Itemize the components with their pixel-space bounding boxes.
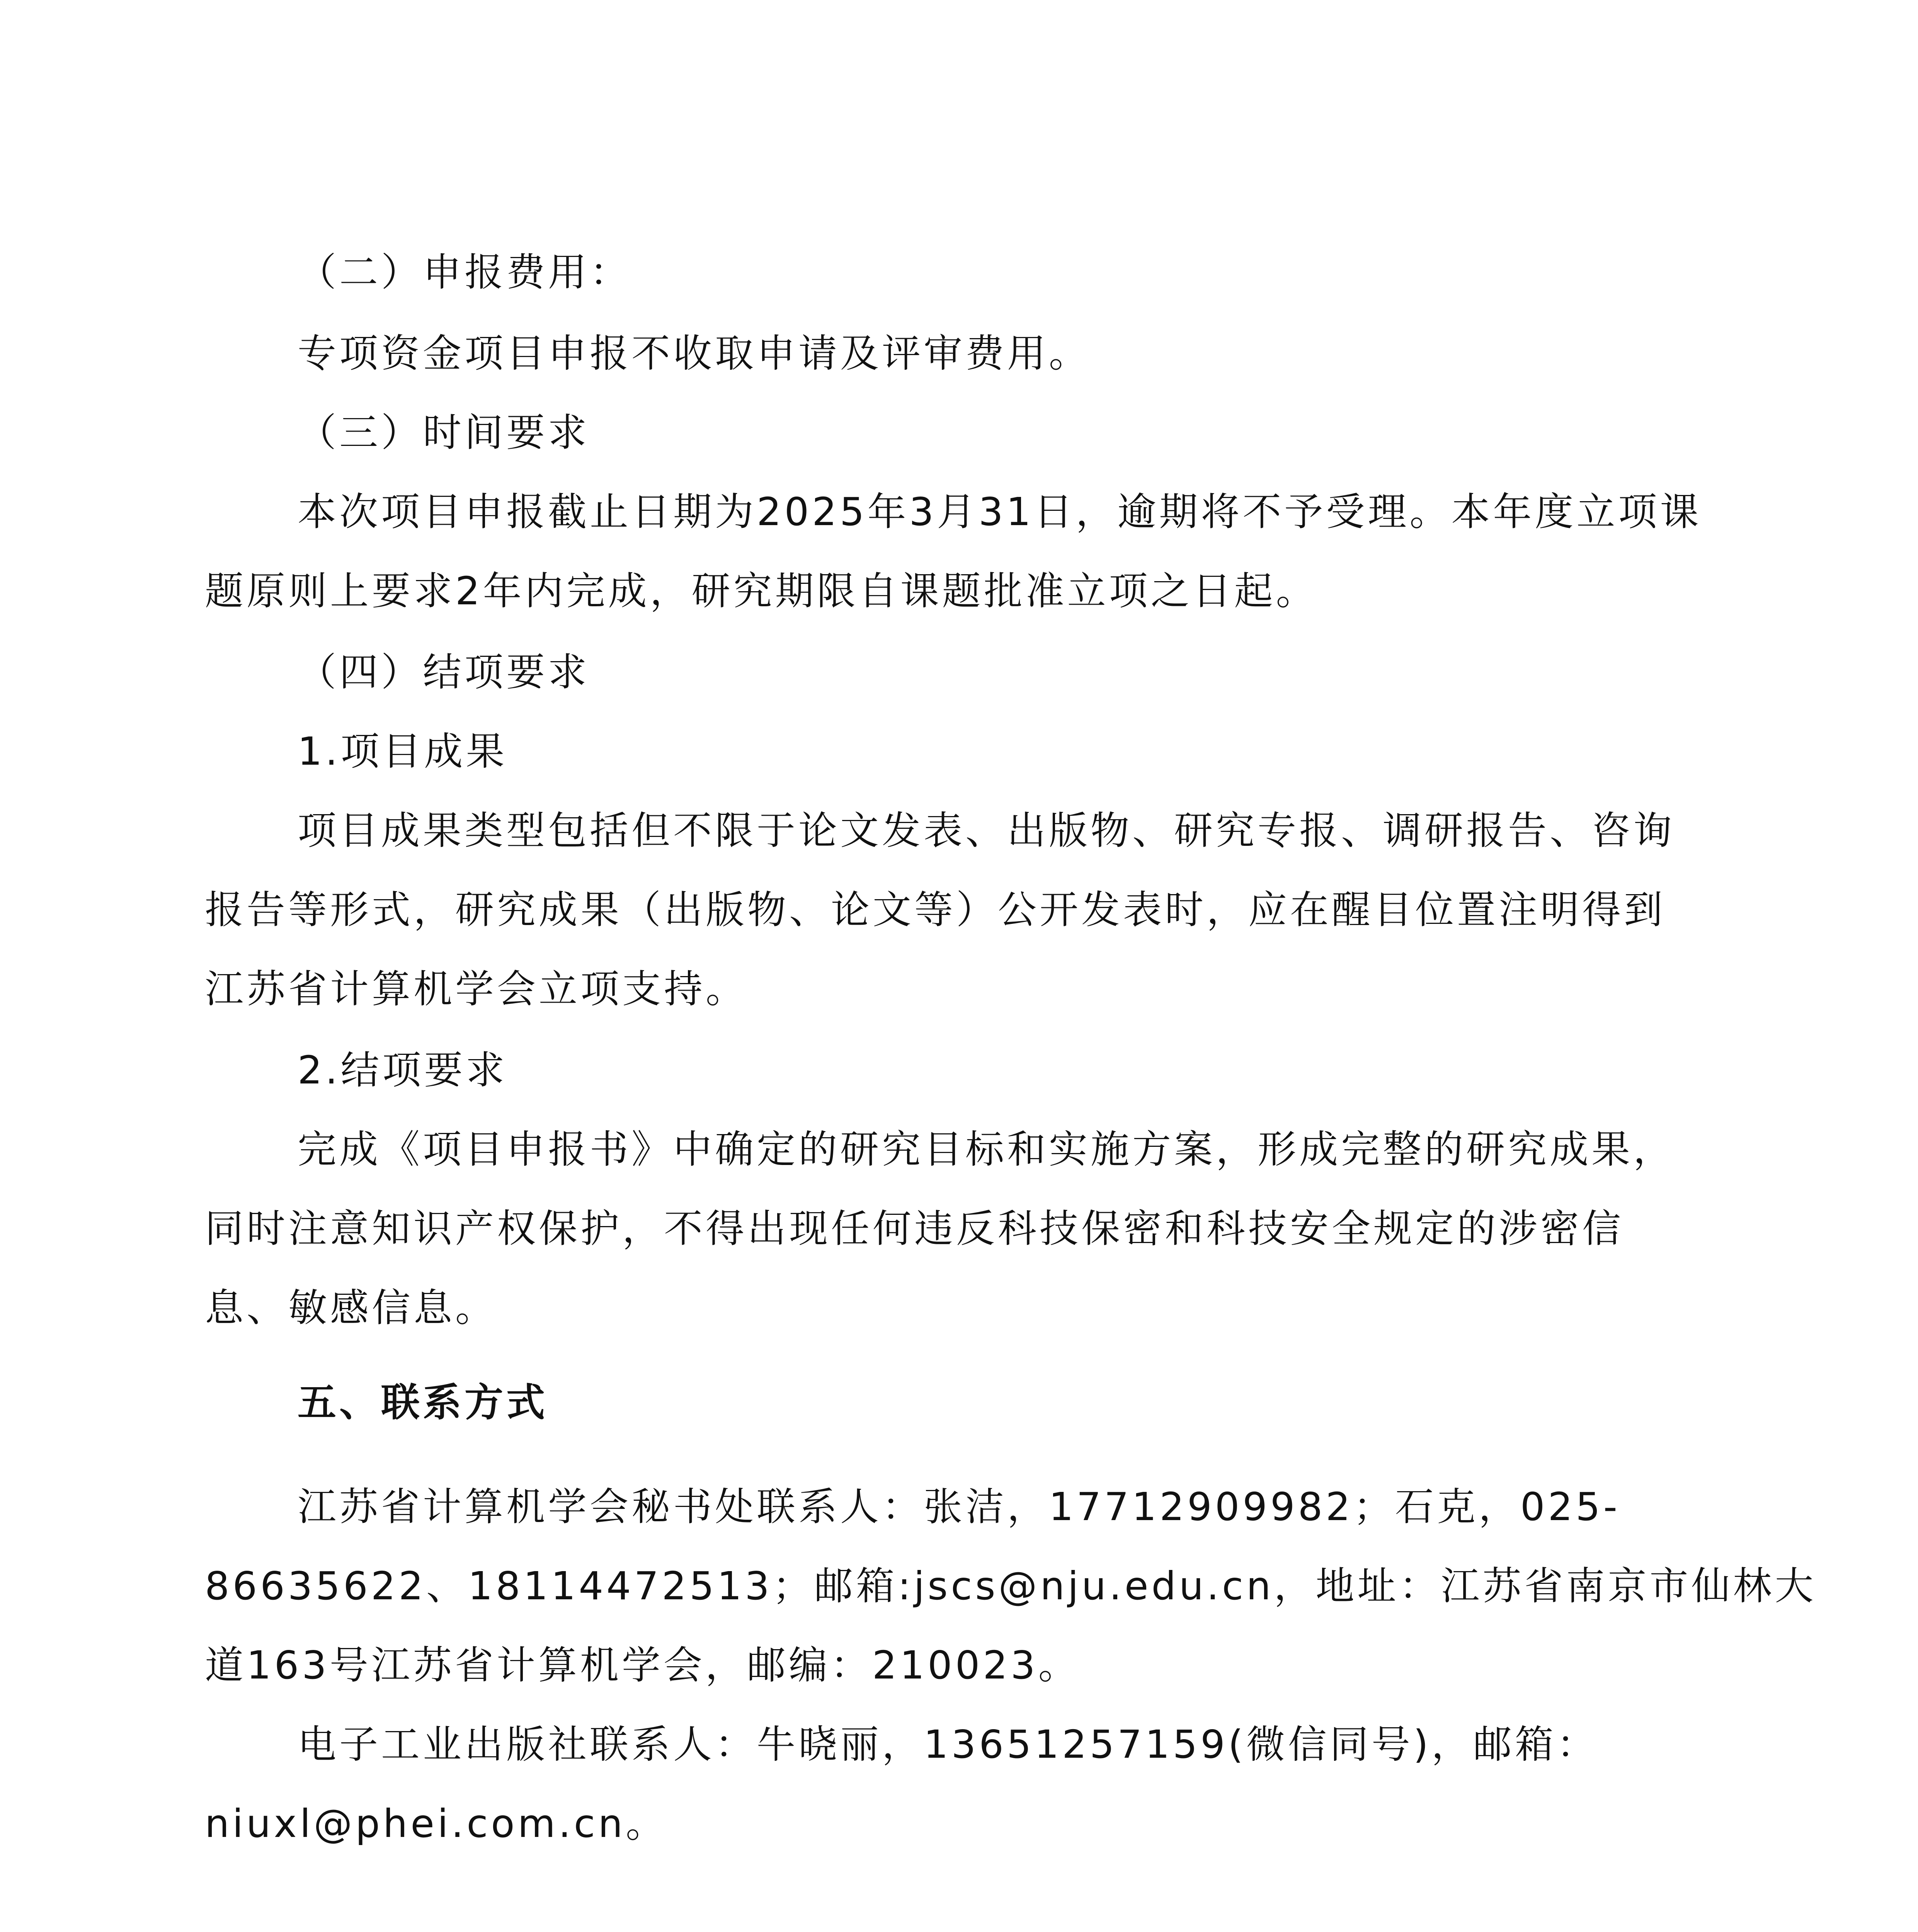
paragraph-line: 专项资金项目申报不收取申请及评审费用。 xyxy=(298,331,1091,376)
section-heading-fee: （二）申报费用： xyxy=(298,250,631,295)
paragraph-line: 题原则上要求2年内完成，研究期限自课题批准立项之日起。 xyxy=(205,568,1318,614)
paragraph-line: 项目成果类型包括但不限于论文发表、出版物、研究专报、调研报告、咨询 xyxy=(298,808,1675,853)
section-heading-time: （三）时间要求 xyxy=(298,410,590,455)
paragraph-line: 完成《项目申报书》中确定的研究目标和实施方案，形成完整的研究成果， xyxy=(298,1127,1675,1172)
contact-line: niuxl@phei.com.cn。 xyxy=(205,1801,668,1846)
paragraph-line: 息、敏感信息。 xyxy=(205,1285,497,1330)
paragraph-line: 报告等形式，研究成果（出版物、论文等）公开发表时，应在醒目位置注明得到 xyxy=(205,887,1666,932)
paragraph-line: 江苏省计算机学会立项支持。 xyxy=(205,966,747,1012)
section-heading-closing: （四）结项要求 xyxy=(298,650,590,695)
contact-line: 电子工业出版社联系人：牛晓丽，13651257159(微信同号)，邮箱： xyxy=(298,1722,1598,1767)
paragraph-line: 本次项目申报截止日期为2025年3月31日，逾期将不予受理。本年度立项课 xyxy=(298,489,1702,534)
contact-line: 江苏省计算机学会秘书处联系人：张洁，17712909982；石克，025- xyxy=(298,1484,1620,1529)
paragraph-line: 同时注意知识产权保护，不得出现任何违反科技保密和科技安全规定的涉密信 xyxy=(205,1206,1624,1251)
contact-line: 86635622、18114472513；邮箱:jscs@nju.edu.cn，地址：江苏省南京市仙林大 xyxy=(205,1563,1817,1609)
subheading-requirements: 2.结项要求 xyxy=(298,1048,508,1093)
subheading-results: 1.项目成果 xyxy=(298,729,508,774)
contact-line: 道163号江苏省计算机学会，邮编：210023。 xyxy=(205,1643,1080,1688)
section-heading-contact: 五、联系方式 xyxy=(298,1380,548,1425)
